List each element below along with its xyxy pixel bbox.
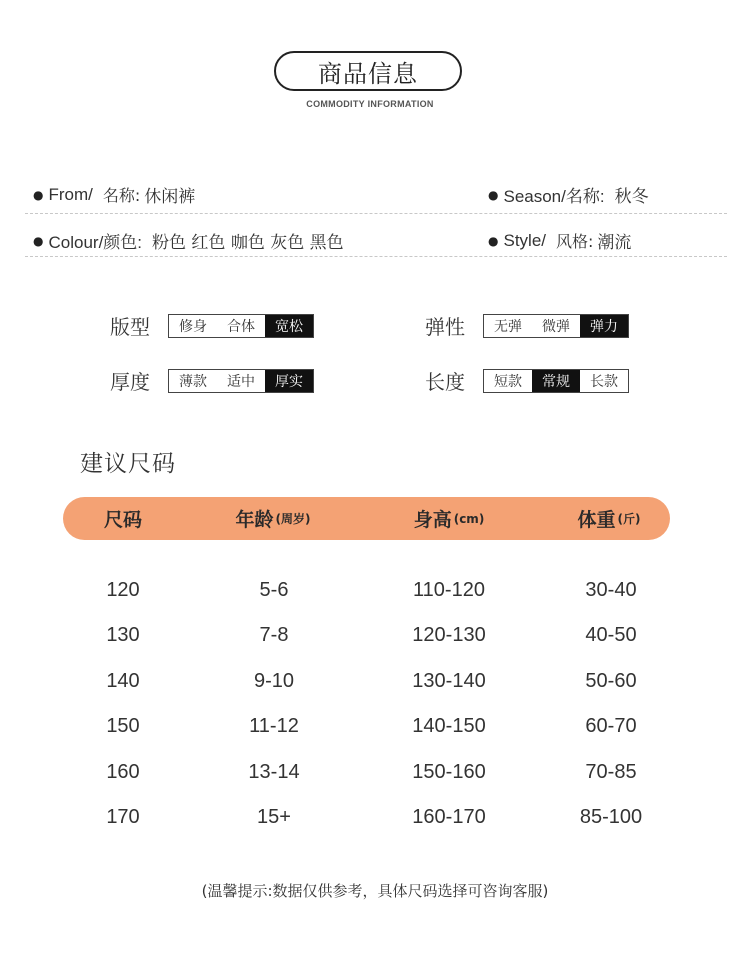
- header-label: 年龄: [235, 509, 274, 531]
- header-weight: [578, 497, 641, 540]
- attr-label: 长度: [425, 370, 465, 394]
- attr-option-selected: 宽松: [265, 315, 313, 337]
- bullet-icon: ●: [33, 233, 44, 248]
- size-section-title: 建议尺码: [80, 451, 176, 477]
- info-colour: [33, 228, 344, 253]
- attr-elasticity: [425, 311, 629, 340]
- attr-options: [483, 314, 629, 338]
- bullet-icon: ●: [488, 233, 499, 248]
- header-label: 体重: [577, 509, 616, 531]
- cell-size: 150: [106, 715, 140, 737]
- footnote: (温馨提示:数据仅供参考，具体尺码选择可咨询客服): [201, 882, 549, 900]
- info-key: Style/: [503, 230, 547, 250]
- attr-label: 弹性: [425, 315, 465, 339]
- size-table-header: [63, 497, 670, 540]
- attr-option-selected: 厚实: [265, 370, 313, 392]
- cell-age: 5-6: [259, 579, 289, 601]
- divider: [25, 256, 727, 257]
- cell-weight: 60-70: [585, 715, 637, 737]
- attr-option-selected: 弹力: [580, 315, 628, 337]
- cell-height: 150-160: [412, 761, 486, 783]
- attr-label: 厚度: [110, 370, 150, 394]
- cell-size: 160: [106, 761, 140, 783]
- info-value: 潮流: [597, 233, 632, 253]
- page-subtitle: COMMODITY INFORMATION: [306, 99, 434, 109]
- cell-height: 130-140: [412, 670, 486, 692]
- info-value: 秋冬: [614, 187, 649, 207]
- attr-thickness: [110, 366, 314, 395]
- info-key: Colour/颜色:: [48, 233, 143, 252]
- table-row: [0, 761, 750, 791]
- info-sub-key: 名称:: [102, 186, 141, 205]
- cell-weight: 30-40: [585, 579, 637, 601]
- table-row: [0, 715, 750, 745]
- info-row-1: [25, 182, 725, 212]
- cell-height: 160-170: [412, 806, 486, 828]
- attr-option-selected: 常规: [532, 370, 580, 392]
- attr-option: 合体: [217, 315, 265, 337]
- attr-option: 适中: [217, 370, 265, 392]
- attr-option: 薄款: [169, 370, 217, 392]
- cell-weight: 70-85: [585, 761, 637, 783]
- cell-size: 130: [106, 624, 140, 646]
- header-size: [104, 497, 142, 540]
- cell-height: 140-150: [412, 715, 486, 737]
- header-unit: (周岁): [275, 512, 311, 526]
- table-row: [0, 670, 750, 700]
- cell-age: 15+: [257, 806, 291, 828]
- cell-height: 110-120: [413, 579, 485, 601]
- attr-options: [168, 314, 314, 338]
- info-row-2: [25, 228, 725, 258]
- header-age: [236, 497, 311, 540]
- info-style: [488, 228, 631, 253]
- attr-fit: [110, 311, 314, 340]
- header-label: 身高: [413, 509, 452, 531]
- bullet-icon: ●: [488, 187, 499, 202]
- attr-option: 无弹: [484, 315, 532, 337]
- bullet-icon: ●: [33, 187, 44, 202]
- cell-weight: 40-50: [585, 624, 637, 646]
- info-value: 休闲裤: [144, 187, 196, 207]
- cell-age: 7-8: [259, 624, 289, 646]
- info-key: From/: [48, 184, 93, 204]
- info-value: 粉色 红色 咖色 灰色 黑色: [152, 233, 344, 253]
- table-row: [0, 624, 750, 654]
- cell-size: 120: [106, 579, 140, 601]
- info-season: [488, 182, 649, 207]
- attr-option: 短款: [484, 370, 532, 392]
- table-row: [0, 806, 750, 836]
- header-unit: (斤): [617, 512, 641, 526]
- attr-option: 长款: [580, 370, 628, 392]
- info-sub-key: 风格:: [556, 232, 594, 251]
- cell-size: 170: [106, 806, 140, 828]
- cell-size: 140: [106, 670, 140, 692]
- attr-options: [483, 369, 629, 393]
- attr-option: 微弹: [532, 315, 580, 337]
- page-title: 商品信息: [274, 51, 462, 91]
- cell-age: 9-10: [253, 670, 295, 692]
- attr-label: 版型: [110, 315, 150, 339]
- info-from: [33, 182, 195, 207]
- header-height: [414, 497, 485, 540]
- attr-option: 修身: [169, 315, 217, 337]
- table-row: [0, 579, 750, 609]
- info-key: Season/名称:: [503, 187, 605, 206]
- cell-weight: 85-100: [579, 806, 643, 828]
- cell-weight: 50-60: [585, 670, 637, 692]
- attr-length: [425, 366, 629, 395]
- cell-age: 11-12: [249, 715, 299, 737]
- divider: [25, 213, 727, 214]
- attr-options: [168, 369, 314, 393]
- cell-age: 13-14: [248, 761, 300, 783]
- header-label: 尺码: [103, 509, 143, 531]
- header-unit: (cm): [453, 511, 485, 526]
- cell-height: 120-130: [412, 624, 486, 646]
